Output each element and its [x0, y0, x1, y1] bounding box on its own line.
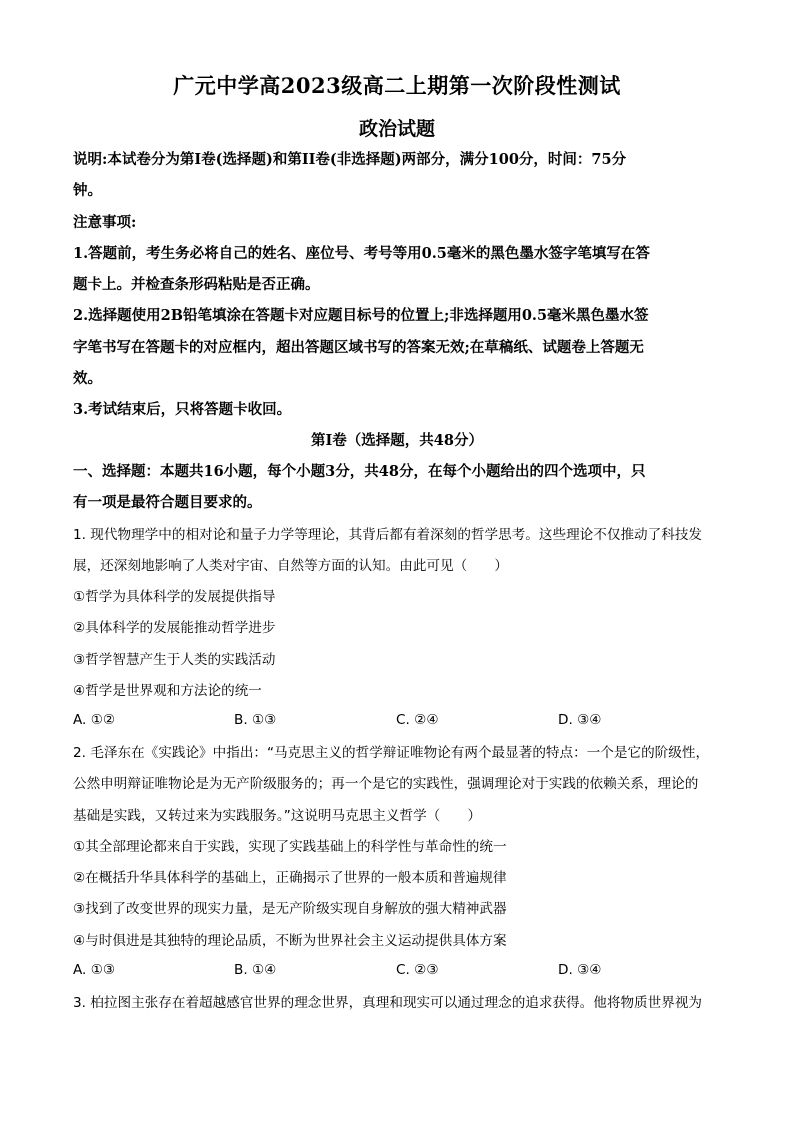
q1-item-3: ③哲学智慧产生于人类的实践活动: [73, 652, 276, 668]
q1-choice-a: A. ①②: [73, 712, 116, 728]
q1-item-4: ④哲学是世界观和方法论的统一: [73, 683, 262, 699]
exam-title: 广元中学高2023级高二上期第一次阶段性测试: [173, 73, 621, 98]
q2-item-1: ①其全部理论都来自于实践，实现了实践基础上的科学性与革命性的统一: [73, 839, 507, 855]
q1-item-2: ②具体科学的发展能推动哲学进步: [73, 620, 276, 636]
q2-item-3: ③找到了改变世界的现实力量，是无产阶级实现自身解放的强大精神武器: [73, 901, 507, 917]
q1-choice-c: C. ②④: [396, 712, 439, 728]
q1-choice-b: B. ①③: [234, 712, 277, 728]
notes-heading: 注意事项:: [73, 214, 137, 231]
note-2b: 字笔书写在答题卡的对应框内，超出答题区域书写的答案无效;在草稿纸、试题卷上答题无: [73, 339, 644, 356]
q2-stem-1: 2. 毛泽东在《实践论》中指出：“马克思主义的哲学辩证唯物论有两个最显著的特点：一个是它的阶级性，: [73, 745, 710, 761]
note-1b: 题卡上。并检查条形码粘贴是否正确。: [73, 276, 320, 293]
note-1a: 1.答题前，考生务必将自己的姓名、座位号、考号等用0.5毫米的黑色墨水签字笔填写在答: [73, 245, 650, 262]
note-2c: 效。: [73, 370, 102, 387]
q1-stem-2: 展，还深刻地影响了人类对宇宙、自然等方面的认知。由此可见（ ）: [73, 558, 508, 574]
exam-subject: 政治试题: [358, 118, 435, 140]
q2-item-4: ④与时俱进是其独特的理论品质，不断为世界社会主义运动提供具体方案: [73, 933, 507, 949]
q2-stem-3: 基础是实践，又转过来为实践服务。”这说明马克思主义哲学（ ）: [73, 808, 482, 824]
section-intro-1: 一、选择题：本题共16小题，每个小题3分，共48分，在每个小题给出的四个选项中，只: [73, 463, 646, 480]
q2-choice-c: C. ②③: [396, 962, 439, 978]
q1-item-1: ①哲学为具体科学的发展提供指导: [73, 589, 276, 605]
section-intro-2: 有一项是最符合题目要求的。: [73, 494, 262, 511]
section-heading: 第I卷（选择题，共48分）: [311, 432, 483, 449]
q2-choice-b: B. ①④: [234, 962, 277, 978]
q1-choice-d: D. ③④: [558, 712, 602, 728]
q3-stem-1: 3. 柏拉图主张存在着超越感官世界的理念世界，真理和现实可以通过理念的追求获得。他将物质世界视为: [73, 995, 703, 1011]
q2-choice-a: A. ①③: [73, 962, 116, 978]
q1-stem-1: 1. 现代物理学中的相对论和量子力学等理论，其背后都有着深刻的哲学思考。这些理论不仅推动了科技发: [73, 527, 703, 543]
q2-item-2: ②在概括升华具体科学的基础上，正确揭示了世界的一般本质和普遍规律: [73, 870, 507, 886]
q2-choice-d: D. ③④: [558, 962, 602, 978]
instructions-line-2: 钟。: [73, 182, 102, 199]
q2-stem-2: 公然申明辩证唯物论是为无产阶级服务的；再一个是它的实践性，强调理论对于实践的依赖关系，理论的: [73, 776, 699, 792]
note-3: 3.考试结束后，只将答题卡收回。: [73, 401, 292, 418]
instructions-line-1: 说明:本试卷分为第I卷(选择题)和第II卷(非选择题)两部分，满分100分，时间：75分: [73, 151, 627, 168]
note-2a: 2.选择题使用2B铅笔填涂在答题卡对应题目标号的位置上;非选择题用0.5毫米黑色墨水签: [73, 307, 649, 324]
